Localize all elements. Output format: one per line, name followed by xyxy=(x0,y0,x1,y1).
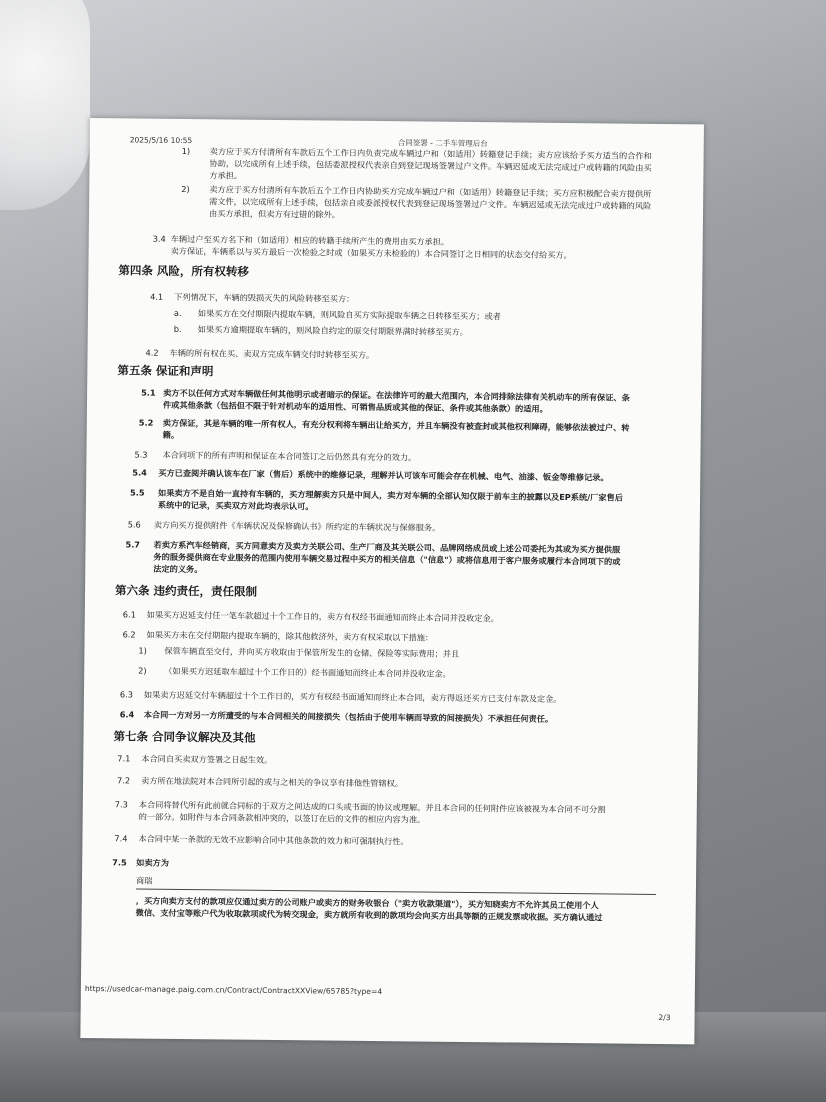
clause-text: 如果卖方不是自始一直持有车辆的，买方理解卖方只是中间人，卖方对车辆的全部认知仅限于前车主的披露以及EP系统/厂家售后 xyxy=(158,487,624,503)
clause-number: 6.1 xyxy=(122,609,136,620)
clause-number: 6.2 xyxy=(122,629,136,640)
clause-text: （如果买方迟延取车超过十个工作日的）经书面通知而终止本合同并没收定金。 xyxy=(164,665,451,679)
clause-text: 如果卖方迟延交付车辆超过十个工作日的，买方有权经书面通知而终止本合同，卖方得返还买方已支付车款及定金。 xyxy=(143,689,562,704)
clause-number: 5.1 xyxy=(141,387,156,398)
contract-page xyxy=(80,118,704,1044)
clause-text: 本合同中某一条款的无效不应影响合同中其他条款的效力和可强制执行性。 xyxy=(138,833,409,847)
clause-number: 6.3 xyxy=(119,689,134,700)
clause-text: 卖方保证，其是车辆的唯一所有权人，有充分权利将车辆出让给买方，并且车辆没有被查封或其他权利障碍，能够依法被过户、转 xyxy=(162,417,630,433)
clause-text: 若卖方系汽车经销商，买方同意卖方及卖方关联公司、生产厂商及其关联公司、品牌网络成员或上述公司委托为其或为买方提供服 xyxy=(153,539,621,555)
clause-number: 3.4 xyxy=(152,233,166,244)
clause-number: 5.7 xyxy=(125,539,141,550)
clause-number: 7.4 xyxy=(114,833,128,844)
cup-object xyxy=(0,0,90,210)
print-header xyxy=(129,134,664,149)
clause-number: b. xyxy=(173,323,182,334)
clause-text: 下列情况下，车辆的毁损灭失的风险转移至买方： xyxy=(174,291,355,304)
print-datetime: 2025/5/16 10:55 xyxy=(129,135,193,146)
clause-text: 本合同自买卖双方签署之日起生效。 xyxy=(141,753,273,765)
clause-text: ，买方向卖方支付的款项应仅通过卖方的公司账户或卖方的财务收银台（"卖方收款渠道"），买方知晓卖方不允许其员工使用个人 xyxy=(135,895,599,911)
clause-text: 系统中的记录，买卖双方对此均表示认可。 xyxy=(157,499,314,512)
clause-number: 2) xyxy=(181,183,190,195)
print-title: 合同签署 - 二手车管理后台 xyxy=(397,138,488,149)
signature-underline xyxy=(136,889,656,895)
clause-number: 1) xyxy=(181,145,191,157)
clause-number: 1) xyxy=(138,645,147,656)
clause-text: 车辆过户至买方名下和（如适用）相应的转籍手续所产生的费用由买方承担。 xyxy=(170,233,450,247)
clause-number: a. xyxy=(173,307,182,318)
clause-text: 卖方所在地法院对本合同所引起的或与之相关的争议享有排他性管辖权。 xyxy=(141,775,404,789)
section-heading: 第五条 保证和声明 xyxy=(117,363,214,379)
print-url: https://usedcar-manage.paig.com.cn/Contract/ContractXXView/65785?type=4 xyxy=(84,983,383,997)
clause-number: 5.5 xyxy=(130,487,145,498)
clause-text: 卖方保证，车辆系以与买方最后一次检验之时或（如果买方未检验的）本合同签订之日相同的状态交付给买方。 xyxy=(170,245,572,261)
clause-number: 5.2 xyxy=(138,417,154,428)
clause-text: 卖方应于买方付清所有车款后五个工作日内协助买方完成车辆过户和（如适用）转籍登记手续；买方应积极配合卖方提供所 xyxy=(209,184,652,199)
clause-text: 车辆的所有权在买、卖双方完成车辆交付时转移至买方。 xyxy=(169,347,375,360)
clause-text: 协助，以完成所有上述手续，包括委派授权代表亲自到登记现场签署过户文件。车辆迟延或无法完成过户或转籍的风险由买 xyxy=(209,158,652,173)
section-heading: 第七条 合同争议解决及其他 xyxy=(113,729,256,745)
clause-text: 法定的义务。 xyxy=(153,563,203,575)
clause-text: 卖方应于买方付清所有车款后五个工作日内负责完成车辆过户和（如适用）转籍登记手续；卖方应该给予买方适当的合作和 xyxy=(209,146,652,161)
clause-text: 需文件，以完成所有上述手续，包括亲自或委派授权代表到登记现场签署过户文件。车辆迟延或无法完成过户或转籍的风险 xyxy=(209,196,652,211)
clause-text: 保管车辆直至交付，并向买方收取由于保管所发生的仓储、保险等实际费用；并且 xyxy=(164,645,460,659)
clause-text: 籍。 xyxy=(162,429,180,440)
section-heading: 第四条 风险，所有权转移 xyxy=(118,263,249,279)
clause-number: 7.1 xyxy=(117,753,131,764)
clause-text: 买方已查阅并确认该车在厂家（售后）系统中的维修记录，理解并认可该车可能会存在机械、电气、油漆、钣金等维修记录。 xyxy=(158,467,609,483)
clause-number: 5.3 xyxy=(134,449,148,460)
clause-text: 本合同项下的所有声明和保证在本合同签订之后仍然具有充分的效力。 xyxy=(162,449,417,463)
clause-text: 本合同将替代所有此前就合同标的于双方之间达成的口头或书面的协议或理解。并且本合同的任何附件应该被视为本合同不可分割 xyxy=(138,799,606,815)
clause-text: 卖方不以任何方式对车辆做任何其他明示或者暗示的保证。在法律许可的最大范围内，本合同排除法律有关机动车的所有保证、条 xyxy=(163,387,630,403)
clause-text: 商瑞 xyxy=(135,875,153,886)
clause-number: 5.6 xyxy=(127,519,141,530)
clause-text: 如果买方逾期提取车辆的，则风险自约定的原交付期限界满时转移至买方。 xyxy=(197,324,469,337)
clause-number: 2) xyxy=(138,665,147,676)
clause-text: 如果买方未在交付期限内提取车辆的，除其他救济外，卖方有权采取以下措施： xyxy=(146,629,434,643)
clause-number: 6.4 xyxy=(119,709,135,720)
clause-text: 方承担。 xyxy=(209,170,243,181)
clause-text: 件或其他条款（包括但不限于针对机动车的适用性、可销售品质或其他的保证、条件或其他条款）的适用。 xyxy=(162,399,548,414)
clause-number: 7.3 xyxy=(114,799,128,810)
clause-text: 如果买方在交付期限内提取车辆，则风险自买方实际提取车辆之日转移至买方；或者 xyxy=(197,308,501,322)
clause-number: 7.5 xyxy=(112,857,127,868)
clause-text: 微信、支付宝等账户代为收取款项或代为转交现金，卖方就所有收到的款项均会向买方出具等额的正规发票或收据。买方确认通过 xyxy=(135,907,603,923)
clause-text: 卖方向买方提供附件《车辆状况及保修确认书》所约定的车辆状况与保修服务。 xyxy=(153,519,441,533)
clause-number: 5.4 xyxy=(132,467,147,478)
clause-text: 由买方承担，但卖方有过错的除外。 xyxy=(208,208,341,220)
section-heading: 第六条 违约责任，责任限制 xyxy=(114,583,258,599)
clause-text: 的一部分。如附件与本合同条款相冲突的，以签订在后的文件的相应内容为准。 xyxy=(138,811,426,825)
clause-number: 7.2 xyxy=(117,775,131,786)
clause-text: 本合同一方对另一方所遭受的与本合同相关的间接损失（包括由于使用车辆而导致的间接损失）不承担任何责任。 xyxy=(143,709,554,724)
page-number: 2/3 xyxy=(658,1013,671,1023)
clause-number: 4.2 xyxy=(145,347,159,358)
clause-text: 务的服务提供商在专业服务的范围内使用车辆交易过程中买方的相关信息（"信息"）或将信息用于客户服务或履行本合同项下的或 xyxy=(153,551,621,567)
clause-text: 如卖方为 xyxy=(136,857,170,868)
clause-number: 4.1 xyxy=(150,291,164,302)
clause-text: 如果买方迟延支付任一笔车款超过十个工作日的，卖方有权经书面通知而终止本合同并没收定金。 xyxy=(146,609,499,624)
